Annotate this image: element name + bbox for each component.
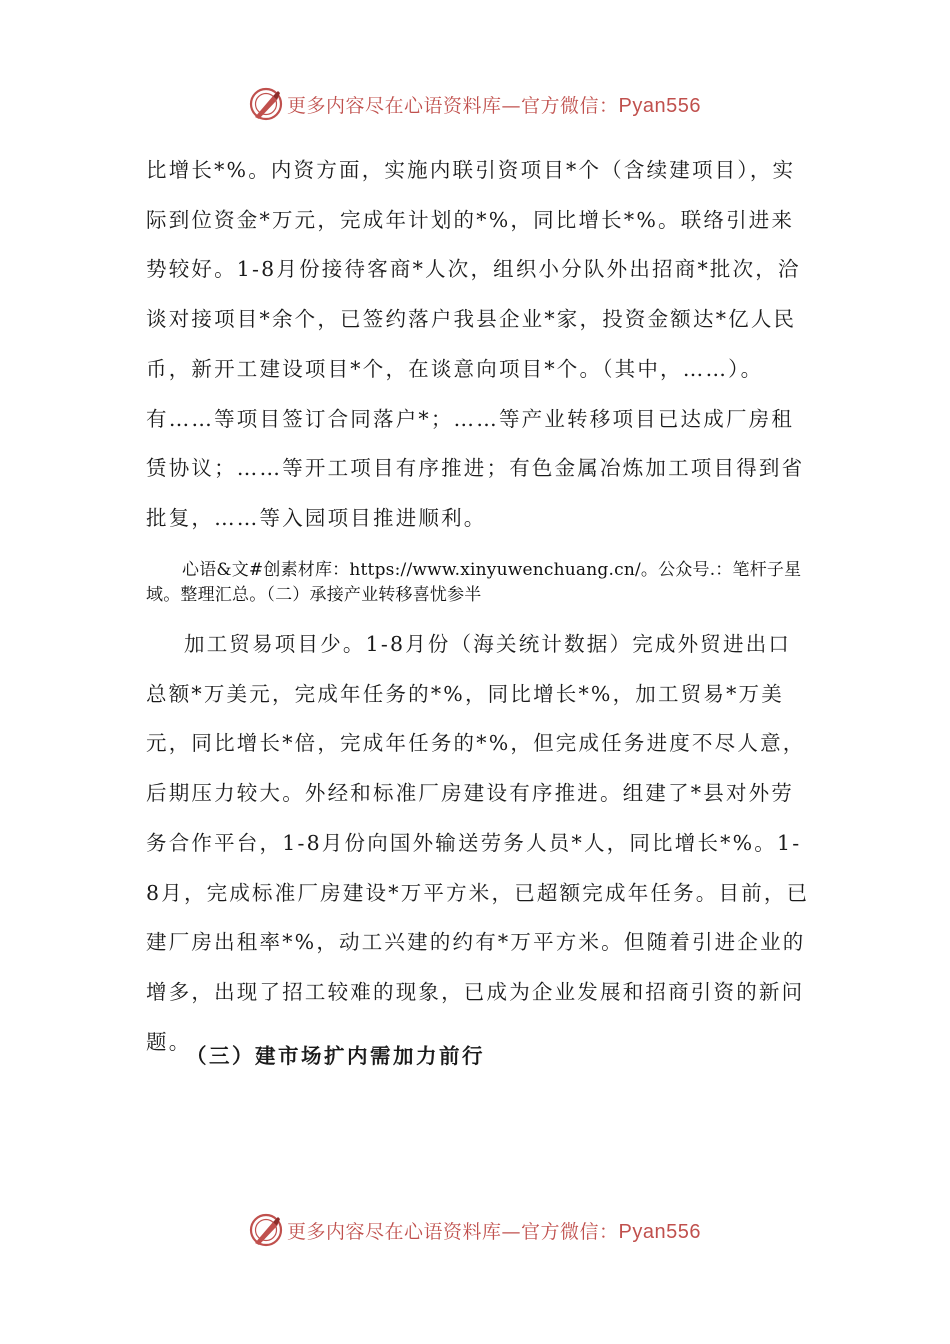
pen-logo-icon [249, 1213, 283, 1247]
pen-logo-icon [249, 87, 283, 121]
banner-text: 更多内容尽在心语资料库—官方微信：Pyan556 [287, 94, 701, 117]
source-note: 心语&文#创素材库：https://www.xinyuwenchuang.cn/。公众号.：笔杆子星域。整理汇总。（二）承接产业转移喜忧参半 [146, 560, 802, 605]
body-paragraph-2: 加工贸易项目少。1-8月份（海关统计数据）完成外贸进出口总额*万美元，完成年任务的*%，同比增长*%，加工贸易*万美元，同比增长*倍，完成年任务的*%，但完成任务进度不尽人意，后期压力较大。外经和标准厂房建设有序推进。组建了*县对外劳务合作平台，1-8月份向国外输送劳务人员*人，同比增长*%。1-8月，完成标准厂房建设*万平方米，已超额完成年任务。目前，已建厂房出租率*%，动工兴建的约有*万平方米。但随着引进企业的增多，出现了招工较难的现象，已成为企业发展和招商引资的新问题。 [146, 632, 810, 1054]
wechat-id: Pyan556 [618, 94, 701, 117]
footer-banner [0, 1210, 950, 1250]
header-banner [0, 84, 950, 124]
wechat-id: Pyan556 [618, 1220, 701, 1243]
section-heading: （三）建市场扩内需加力前行 [186, 1044, 485, 1068]
body-paragraph-1: 比增长*%。内资方面，实施内联引资项目*个（含续建项目），实际到位资金*万元，完成年计划的*%，同比增长*%。联络引进来势较好。1-8月份接待客商*人次，组织小分队外出招商*批次，洽谈对接项目*余个，已签约落户我县企业*家，投资金额达*亿人民币，新开工建设项目*个，在谈意向项目*个。（其中，……）。有……等项目签订合同落户*；……等产业转移项目已达成厂房租赁协议；……等开工项目有序推进；有色金属冶炼加工项目得到省批复，……等入园项目推进顺利。 [146, 158, 805, 530]
banner-text: 更多内容尽在心语资料库—官方微信：Pyan556 [287, 1220, 701, 1243]
